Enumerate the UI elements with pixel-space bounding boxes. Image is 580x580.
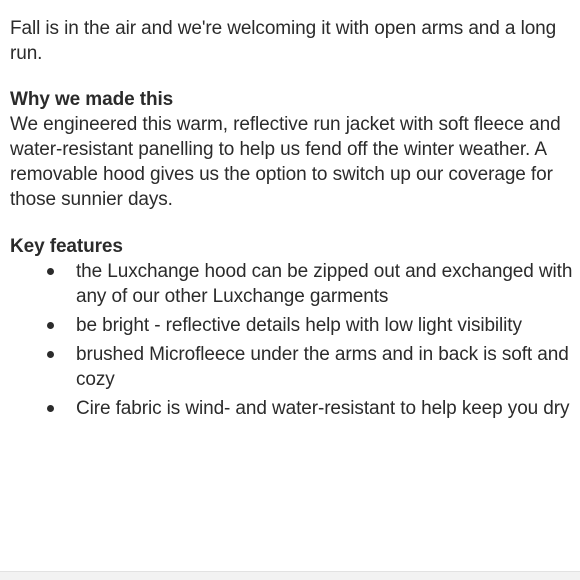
key-features-heading: Key features xyxy=(10,236,123,257)
bullet-icon xyxy=(47,405,54,412)
product-description xyxy=(10,16,576,425)
feature-text: brushed Microfleece under the arms and in back is soft and cozy xyxy=(76,344,569,390)
feature-text: be bright - reflective details help with low light visibility xyxy=(76,315,522,336)
list-item xyxy=(10,342,576,392)
feature-text: Cire fabric is wind- and water-resistant to help keep you dry xyxy=(76,398,570,419)
list-item xyxy=(10,313,576,338)
bullet-icon xyxy=(47,322,54,329)
intro-paragraph: Fall is in the air and we're welcoming it with open arms and a long run. xyxy=(10,18,557,64)
why-we-made-this-heading: Why we made this xyxy=(10,89,174,110)
list-item xyxy=(10,259,576,309)
why-we-made-this-body: We engineered this warm, reflective run jacket with soft fleece and water-resistant panelling to help us fend off the winter weather. A removable hood gives us the option to switch up our coverage for those sunnier days. xyxy=(10,114,561,210)
list-item xyxy=(10,396,576,421)
bullet-icon xyxy=(47,268,54,275)
bottom-edge-divider xyxy=(0,571,580,580)
bullet-icon xyxy=(47,351,54,358)
feature-text: the Luxchange hood can be zipped out and exchanged with any of our other Luxchange garments xyxy=(76,261,573,307)
key-features-list xyxy=(10,259,576,421)
